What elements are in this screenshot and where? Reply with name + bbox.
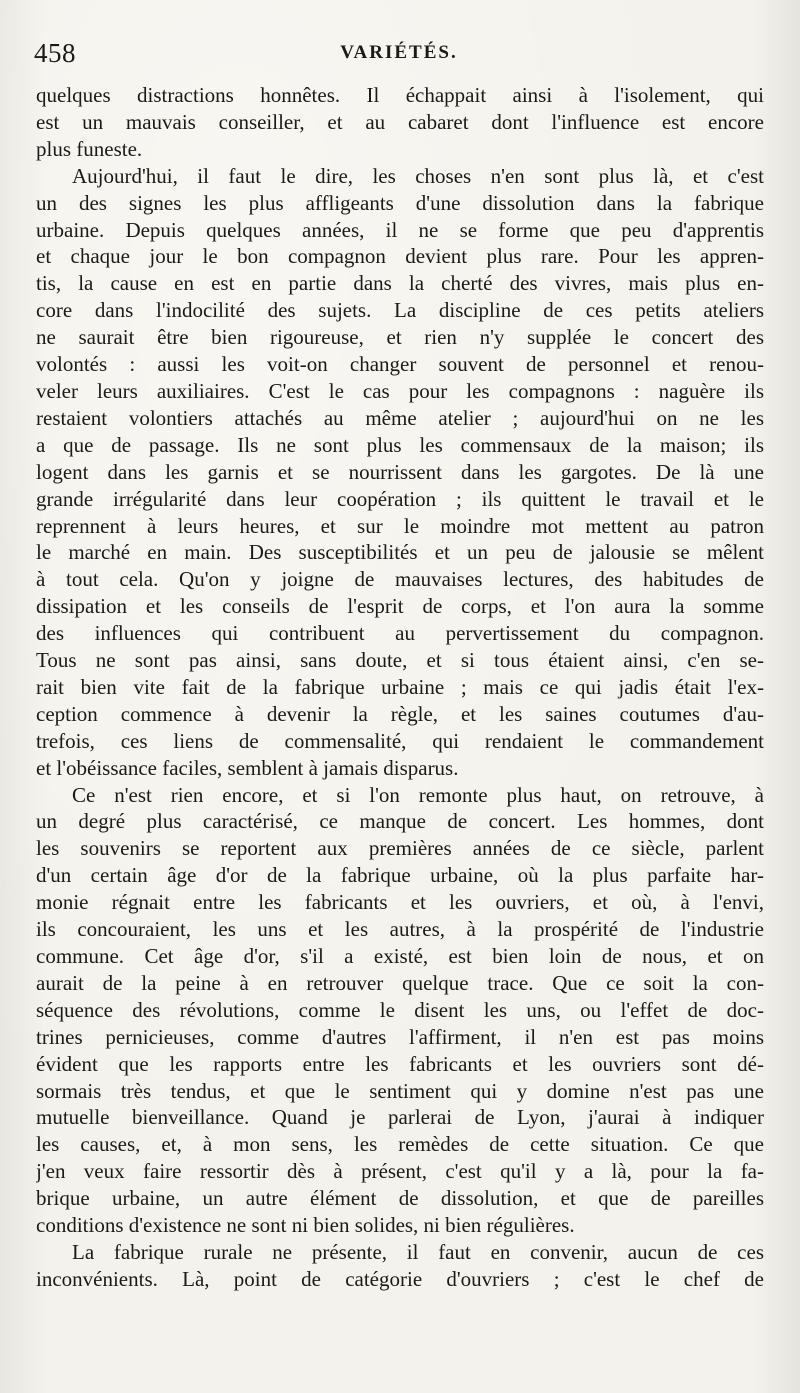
- text-line: un des signes les plus affligeants d'une dissolution dans la fabrique: [36, 190, 764, 215]
- text-line: rait bien vite fait de la fabrique urbaine ; mais ce qui jadis était l'ex-: [36, 674, 764, 699]
- text-line: trines pernicieuses, comme d'autres l'affirment, il n'en est pas moins: [36, 1024, 764, 1049]
- text-line: reprennent à leurs heures, et sur le moindre mot mettent au patron: [36, 513, 764, 538]
- paragraph: [36, 782, 764, 1239]
- text-line: Ce n'est rien encore, et si l'on remonte plus haut, on retrouve, à: [72, 782, 764, 807]
- text-line: volontés : aussi les voit-on changer souvent de personnel et renou-: [36, 352, 764, 377]
- text-line: a que de passage. Ils ne sont plus les commensaux de la maison; ils: [36, 432, 764, 457]
- text-line: grande irrégularité dans leur coopération ; ils quittent le travail et le: [36, 486, 764, 511]
- text-line: restaient volontiers attachés au même atelier ; aujourd'hui on ne les: [36, 405, 764, 430]
- text-line: j'en veux faire ressortir dès à présent, c'est qu'il y a là, pour la fa-: [36, 1159, 764, 1184]
- text-line: les souvenirs se reportent aux premières années de ce siècle, parlent: [36, 836, 764, 861]
- text-line: Tous ne sont pas ainsi, sans doute, et si tous étaient ainsi, c'en se-: [36, 648, 764, 673]
- text-line: ception commence à devenir la règle, et les saines coutumes d'au-: [36, 701, 764, 726]
- text-line: des influences qui contribuent au pervertissement du compagnon.: [36, 621, 764, 646]
- text-line: séquence des révolutions, comme le disent les uns, ou l'effet de doc-: [36, 997, 764, 1022]
- text-line: trefois, ces liens de commensalité, qui rendaient le commandement: [36, 728, 764, 753]
- text-line: mutuelle bienveillance. Quand je parlerai de Lyon, j'aurai à indiquer: [36, 1105, 764, 1130]
- text-line: core dans l'indocilité des sujets. La discipline de ces petits ateliers: [36, 298, 764, 323]
- text-line: tis, la cause en est en partie dans la cherté des vivres, mais plus en-: [36, 271, 764, 296]
- paragraph: [36, 1239, 764, 1293]
- text-line: veler leurs auxiliaires. C'est le cas pour les compagnons : naguère ils: [36, 378, 764, 403]
- text-line: urbaine. Depuis quelques années, il ne se forme que peu d'apprentis: [36, 217, 764, 242]
- text-line: les causes, et, à mon sens, les remèdes de cette situation. Ce que: [36, 1132, 764, 1157]
- running-head: [34, 38, 764, 68]
- section-title: VARIÉTÉS.: [340, 42, 458, 63]
- text-line: d'un certain âge d'or de la fabrique urbaine, où la plus parfaite har-: [36, 863, 764, 888]
- text-line: et l'obéissance faciles, semblent à jamais disparus.: [36, 755, 459, 780]
- text-line: ils concouraient, les uns et les autres, à la prospérité de l'industrie: [36, 917, 764, 942]
- text-line: et chaque jour le bon compagnon devient plus rare. Pour les appren-: [36, 244, 764, 269]
- text-line: le marché en main. Des susceptibilités et un peu de jalousie se mêlent: [36, 540, 764, 565]
- paragraph: [36, 82, 764, 163]
- text-line: sormais très tendus, et que le sentiment qui y domine n'est pas une: [36, 1078, 764, 1103]
- text-line: conditions d'existence ne sont ni bien solides, ni bien régulières.: [36, 1213, 575, 1238]
- text-line: Aujourd'hui, il faut le dire, les choses n'en sont plus là, et c'est: [72, 163, 764, 188]
- text-line: aurait de la peine à en retrouver quelque trace. Que ce soit la con-: [36, 970, 764, 995]
- text-line: logent dans les garnis et se nourrissent dans les gargotes. De là une: [36, 459, 764, 484]
- page-number: 458: [34, 38, 76, 68]
- body-text: [36, 82, 764, 1293]
- text-line: évident que les rapports entre les fabricants et les ouvriers sont dé-: [36, 1051, 764, 1076]
- text-line: inconvénients. Là, point de catégorie d'ouvriers ; c'est le chef de: [36, 1266, 764, 1291]
- text-line: un degré plus caractérisé, ce manque de concert. Les hommes, dont: [36, 809, 764, 834]
- text-line: plus funeste.: [36, 136, 143, 161]
- text-line: quelques distractions honnêtes. Il échappait ainsi à l'isolement, qui: [36, 83, 764, 107]
- text-line: monie régnait entre les fabricants et les ouvriers, et où, à l'envi,: [36, 890, 764, 915]
- text-line: brique urbaine, un autre élément de dissolution, et que de pareilles: [36, 1186, 764, 1211]
- text-line: est un mauvais conseiller, et au cabaret dont l'influence est encore: [36, 109, 764, 134]
- text-line: dissipation et les conseils de l'esprit de corps, et l'on aura la somme: [36, 594, 764, 619]
- text-line: ne saurait être bien rigoureuse, et rien n'y supplée le concert des: [36, 325, 764, 350]
- text-line: à tout cela. Qu'on y joigne de mauvaises lectures, des habitudes de: [36, 567, 764, 592]
- text-line: commune. Cet âge d'or, s'il a existé, est bien loin de nous, et on: [36, 944, 764, 968]
- text-line: La fabrique rurale ne présente, il faut en convenir, aucun de ces: [72, 1239, 764, 1264]
- paragraph: [36, 163, 764, 782]
